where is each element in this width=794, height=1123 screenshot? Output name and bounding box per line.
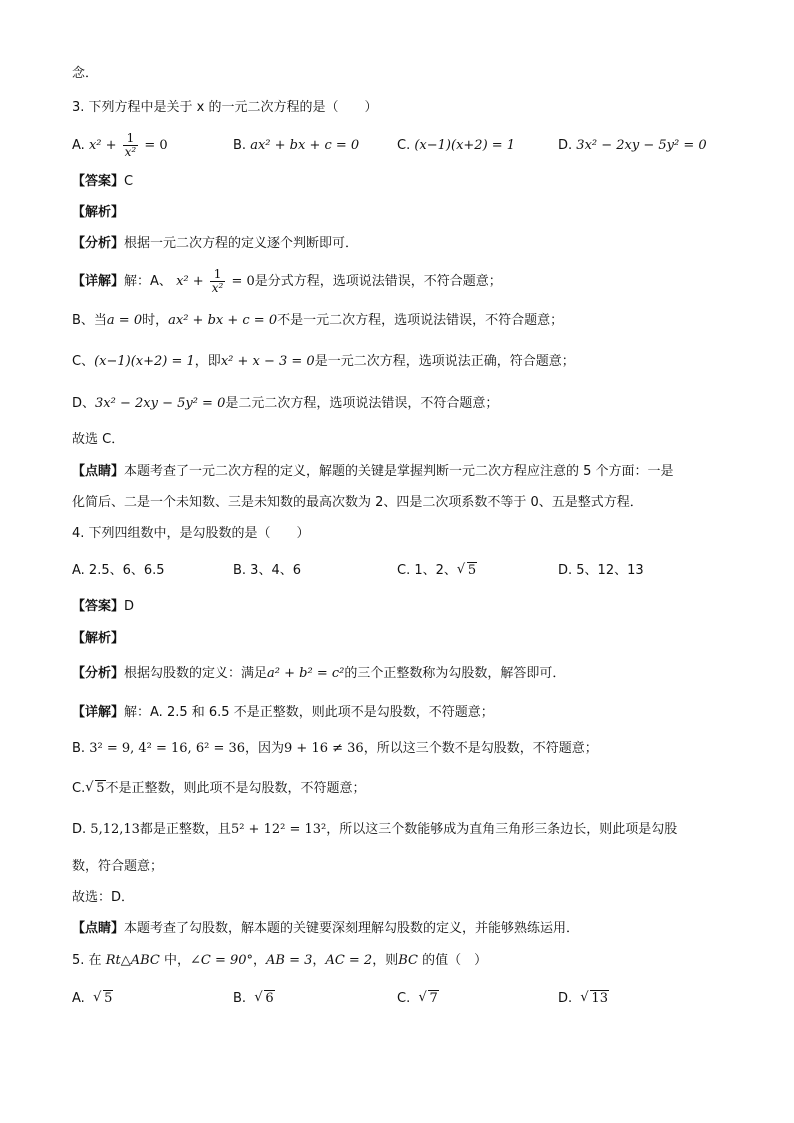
text: 根据勾股数的定义：满足: [124, 666, 268, 681]
answer-tag: 【答案】: [72, 174, 125, 189]
sqrt: [85, 779, 105, 799]
radicand: 7: [429, 991, 438, 1006]
math: x² + x − 3 = 0: [220, 354, 315, 369]
math: ax² + bx + c = 0: [250, 138, 360, 153]
denominator: x²: [211, 281, 224, 295]
text: 故选：D．: [72, 890, 135, 905]
math: 3x² − 2xy − 5y² = 0: [576, 138, 707, 153]
math: BC: [398, 953, 418, 968]
math: Rt△ABC: [105, 953, 160, 968]
text: 是一元二次方程，选项说法正确，符合题意；: [314, 354, 575, 369]
q3-detail-a: [72, 268, 734, 295]
option-label: B.: [233, 138, 247, 153]
math: ∠C = 90°: [189, 953, 254, 968]
option-label: B.: [233, 991, 247, 1006]
q4-choose: [72, 888, 734, 908]
text: B.: [72, 741, 86, 756]
text: ，则: [372, 953, 399, 968]
option-label: C.: [397, 138, 411, 153]
q4-analysis: [72, 629, 734, 649]
q3-option-b: [233, 136, 359, 156]
fenxi-tag: 【分析】: [72, 666, 125, 681]
text: 化简后、二是一个未知数、三是未知数的最高次数为 2、四是二次项系数不等于 0、五是整式方程．: [72, 495, 643, 510]
q4-detail-a: [72, 703, 734, 723]
math: x² +: [88, 138, 117, 153]
q4-detail-d-2: [72, 857, 734, 877]
text: 不是一元二次方程，选项说法错误，不符合题意；: [277, 313, 564, 328]
radicand: 5: [96, 781, 105, 796]
math: a² + b² = c²: [267, 666, 345, 681]
q4-detail-c: [72, 779, 734, 799]
text: 是分式方程，选项说法错误，不符合题意；: [254, 274, 502, 289]
math: 5² + 12² = 13²: [230, 822, 327, 837]
q3-fenxi: [72, 234, 734, 254]
numerator: 1: [123, 132, 139, 146]
question-4-stem: [72, 524, 734, 544]
q4-option-c: [397, 561, 477, 581]
text: 根据一元二次方程的定义逐个判断即可．: [124, 236, 359, 251]
q5-option-a: [72, 989, 113, 1009]
text: C、: [72, 354, 95, 369]
text-line: [72, 64, 734, 84]
math: (x−1)(x+2) = 1: [414, 138, 516, 153]
text: ，即: [194, 354, 221, 369]
q3-detail-b: [72, 311, 734, 331]
math: a = 0: [106, 313, 143, 328]
text: 故选 C．: [72, 432, 125, 447]
text: ，: [312, 953, 326, 968]
text: B、当: [72, 313, 107, 328]
text: 时，: [142, 313, 169, 328]
q3-dianjing-2: [72, 493, 734, 513]
math: = 0: [231, 274, 255, 289]
fenxi-tag: 【分析】: [72, 236, 125, 251]
q3-option-c: [397, 136, 515, 156]
answer-value: D: [124, 599, 135, 614]
option-label: D.: [558, 138, 573, 153]
option-label: A.: [72, 138, 85, 153]
option-label: A.: [72, 991, 85, 1006]
fraction: [210, 268, 226, 295]
text: ，: [253, 953, 267, 968]
fraction: [123, 132, 139, 159]
text: ，因为: [245, 741, 285, 756]
text: 数，符合题意；: [72, 859, 164, 874]
text: 解：A. 2.5 和 6.5 不是正整数，则此项不是勾股数，不符题意；: [124, 705, 494, 720]
text: ，所以这三个数不是勾股数，不符题意；: [363, 741, 598, 756]
numerator: 1: [210, 268, 226, 282]
q5-option-d: [558, 989, 609, 1009]
radicand: 13: [591, 991, 608, 1006]
question-5-stem: [72, 951, 734, 971]
question-3-stem: [72, 98, 734, 118]
analysis-tag: 【解析】: [72, 205, 125, 220]
text: 的值（ ）: [422, 953, 488, 968]
math: ax² + bx + c = 0: [168, 313, 278, 328]
math: 5,12,13: [90, 822, 140, 837]
sqrt: [254, 989, 274, 1009]
q3-option-d: [558, 136, 707, 156]
dianjing-tag: 【点睛】: [72, 921, 125, 936]
q4-detail-b: [72, 739, 734, 759]
q4-option-d: [558, 561, 644, 581]
math: = 0: [144, 138, 168, 153]
math: AC = 2: [325, 953, 373, 968]
text: B. 3、4、6: [233, 563, 301, 578]
dianjing-tag: 【点睛】: [72, 464, 125, 479]
text: D.: [72, 822, 87, 837]
text: D. 5、12、13: [558, 563, 644, 578]
text: 念．: [72, 66, 99, 81]
detail-tag: 【详解】: [72, 705, 125, 720]
text: 中，: [163, 953, 190, 968]
radicand: 6: [265, 991, 274, 1006]
q3-answer: [72, 172, 734, 192]
q3-detail-c: [72, 352, 734, 372]
text: C.: [72, 781, 86, 796]
q4-dianjing: [72, 919, 734, 939]
option-label: D.: [558, 991, 573, 1006]
answer-value: C: [124, 174, 134, 189]
text: 都是正整数，且: [139, 822, 231, 837]
text: 解：A、: [124, 274, 172, 289]
q3-analysis: [72, 203, 734, 223]
text: D、: [72, 396, 96, 411]
text: 本题考查了一元二次方程的定义，解题的关键是掌握判断一元二次方程应注意的 5 个方面：一是: [124, 464, 674, 479]
math: 3x² − 2xy − 5y² = 0: [95, 396, 226, 411]
q4-fenxi: [72, 664, 734, 684]
analysis-tag: 【解析】: [72, 631, 125, 646]
q3-choose: [72, 430, 734, 450]
q3-detail-d: [72, 394, 734, 414]
q3-option-a: [72, 132, 168, 159]
text: 本题考查了勾股数，解本题的关键要深刻理解勾股数的定义，并能够熟练运用．: [124, 921, 580, 936]
sqrt: [418, 989, 438, 1009]
radicand: 5: [467, 563, 477, 578]
q5-option-c: [397, 989, 439, 1009]
option-label: C.: [397, 991, 411, 1006]
text: C. 1、2、: [397, 563, 457, 578]
math: (x−1)(x+2) = 1: [94, 354, 195, 369]
text: 是二元二次方程，选项说法错误，不符合题意；: [225, 396, 499, 411]
text: 3. 下列方程中是关于 x 的一元二次方程的是（ ）: [72, 100, 378, 115]
q3-dianjing-1: [72, 462, 734, 482]
q4-detail-d: [72, 820, 734, 840]
text: ，所以这三个数能够成为直角三角形三条边长，则此项是勾股: [326, 822, 678, 837]
sqrt: [93, 989, 113, 1009]
radicand: 5: [104, 991, 113, 1006]
denominator: x²: [124, 145, 137, 159]
text: 的三个正整数称为勾股数，解答即可．: [344, 666, 566, 681]
q4-answer: [72, 597, 734, 617]
q4-option-b: [233, 561, 301, 581]
detail-tag: 【详解】: [72, 274, 125, 289]
text: A. 2.5、6、6.5: [72, 563, 165, 578]
text: 5. 在: [72, 953, 102, 968]
answer-tag: 【答案】: [72, 599, 125, 614]
sqrt: [457, 561, 477, 581]
q5-option-b: [233, 989, 275, 1009]
sqrt: [580, 989, 609, 1009]
math: x² +: [176, 274, 204, 289]
math: 3² = 9, 4² = 16, 6² = 36: [89, 741, 246, 756]
math: AB = 3: [266, 953, 313, 968]
math: 9 + 16 ≠ 36: [284, 741, 364, 756]
text: 不是正整数，则此项不是勾股数，不符题意；: [105, 781, 366, 796]
q4-option-a: [72, 561, 165, 581]
text: 4. 下列四组数中，是勾股数的是（ ）: [72, 526, 310, 541]
